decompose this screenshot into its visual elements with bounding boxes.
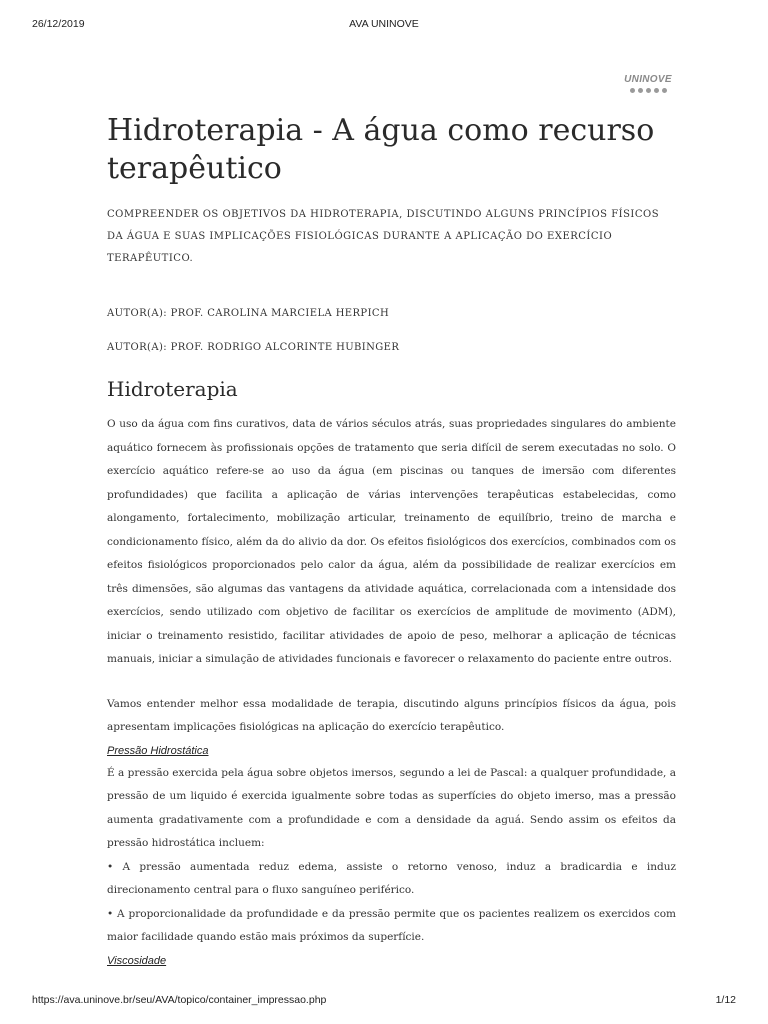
- bullet-pressao-2: • A proporcionalidade da profundidade e da pressão permite que os pacientes realizem os exercidos com maior facilidade quando estão mais próximos da superfície.: [107, 907, 676, 943]
- print-site-title: AVA UNINOVE: [349, 18, 419, 30]
- print-date: 26/12/2019: [32, 18, 85, 30]
- page-number: 1/12: [715, 994, 736, 1006]
- subheading-pressao-hidrostatica: Pressão Hidrostática: [107, 744, 209, 757]
- section-title: Hidroterapia: [107, 377, 238, 401]
- document-subtitle: COMPREENDER OS OBJETIVOS DA HIDROTERAPIA, DISCUTINDO ALGUNS PRINCÍPIOS FÍSICOS DA ÁGUA E SUAS IMPLICAÇÕES FISIOLÓGICAS DURANTE A APLICAÇÃO DO EXERCÍCIO TERAPÊUTICO.: [107, 209, 660, 264]
- author-1: AUTOR(A): PROF. CAROLINA MARCIELA HERPICH: [107, 308, 390, 319]
- uninove-logo: [620, 74, 676, 93]
- paragraph-intro: O uso da água com fins curativos, data de vários séculos atrás, suas propriedades singulares do ambiente aquático fornecem às profissionais opções de tratamento que seria difícil de serem executadas no solo. O exercício aquático refere-se ao uso da água (em piscinas ou tanques de imersão com diferentes profundidades) que facilita a aplicação de várias intervenções terapêuticas estabelecidas, como alongamento, fortalecimento, mobilização articular, treinamento de equilíbrio, treino de marcha e condicionamento físico, além da do alivio da dor. Os efeitos fisiológicos dos exercícios, combinados com os efeitos fisiológicos proporcionados pelo calor da água, além da possibilidade de realizar exercícios em três dimensões, são algumas das vantagens da atividade aquática, correlacionada com a intensidade dos exercícios, sendo utilizado com objetivo de facilitar os exercícios de amplitude de movimento (ADM), iniciar o treinamento resistido, facilitar atividades de apoio de peso, melhorar a aplicação de técnicas manuais, iniciar a simulação de atividades funcionais e favorecer o relaxamento do paciente entre outros.: [107, 418, 676, 665]
- author-2: AUTOR(A): PROF. RODRIGO ALCORINTE HUBINGER: [107, 342, 400, 353]
- document-title: Hidroterapia - A água como recurso terapêutico: [107, 113, 655, 186]
- bullet-pressao-1: • A pressão aumentada reduz edema, assiste o retorno venoso, induz a bradicardia e induz direcionamento central para o fluxo sanguíneo periférico.: [107, 860, 676, 896]
- subheading-viscosidade: Viscosidade: [107, 954, 167, 967]
- document-content: [107, 112, 676, 972]
- print-header: [0, 14, 768, 34]
- paragraph-principles: Vamos entender melhor essa modalidade de terapia, discutindo alguns princípios físicos da água, pois apresentam implicações fisiológicas na aplicação do exercício terapêutico.: [107, 697, 676, 733]
- print-footer: [0, 990, 768, 1010]
- logo-dots: [620, 88, 676, 93]
- logo-text: UNINOVE: [624, 74, 672, 85]
- paragraph-pressao: É a pressão exercida pela água sobre objetos imersos, segundo a lei de Pascal: a qualquer profundidade, a pressão de um liquido é exercida igualmente sobre todas as superfícies do objeto imerso, mas a pressão aumenta gradativamente com a profundidade e com a densidade da aguá. Sendo assim os efeitos da pressão hidrostática incluem:: [107, 766, 676, 849]
- print-url: https://ava.uninove.br/seu/AVA/topico/container_impressao.php: [32, 994, 327, 1006]
